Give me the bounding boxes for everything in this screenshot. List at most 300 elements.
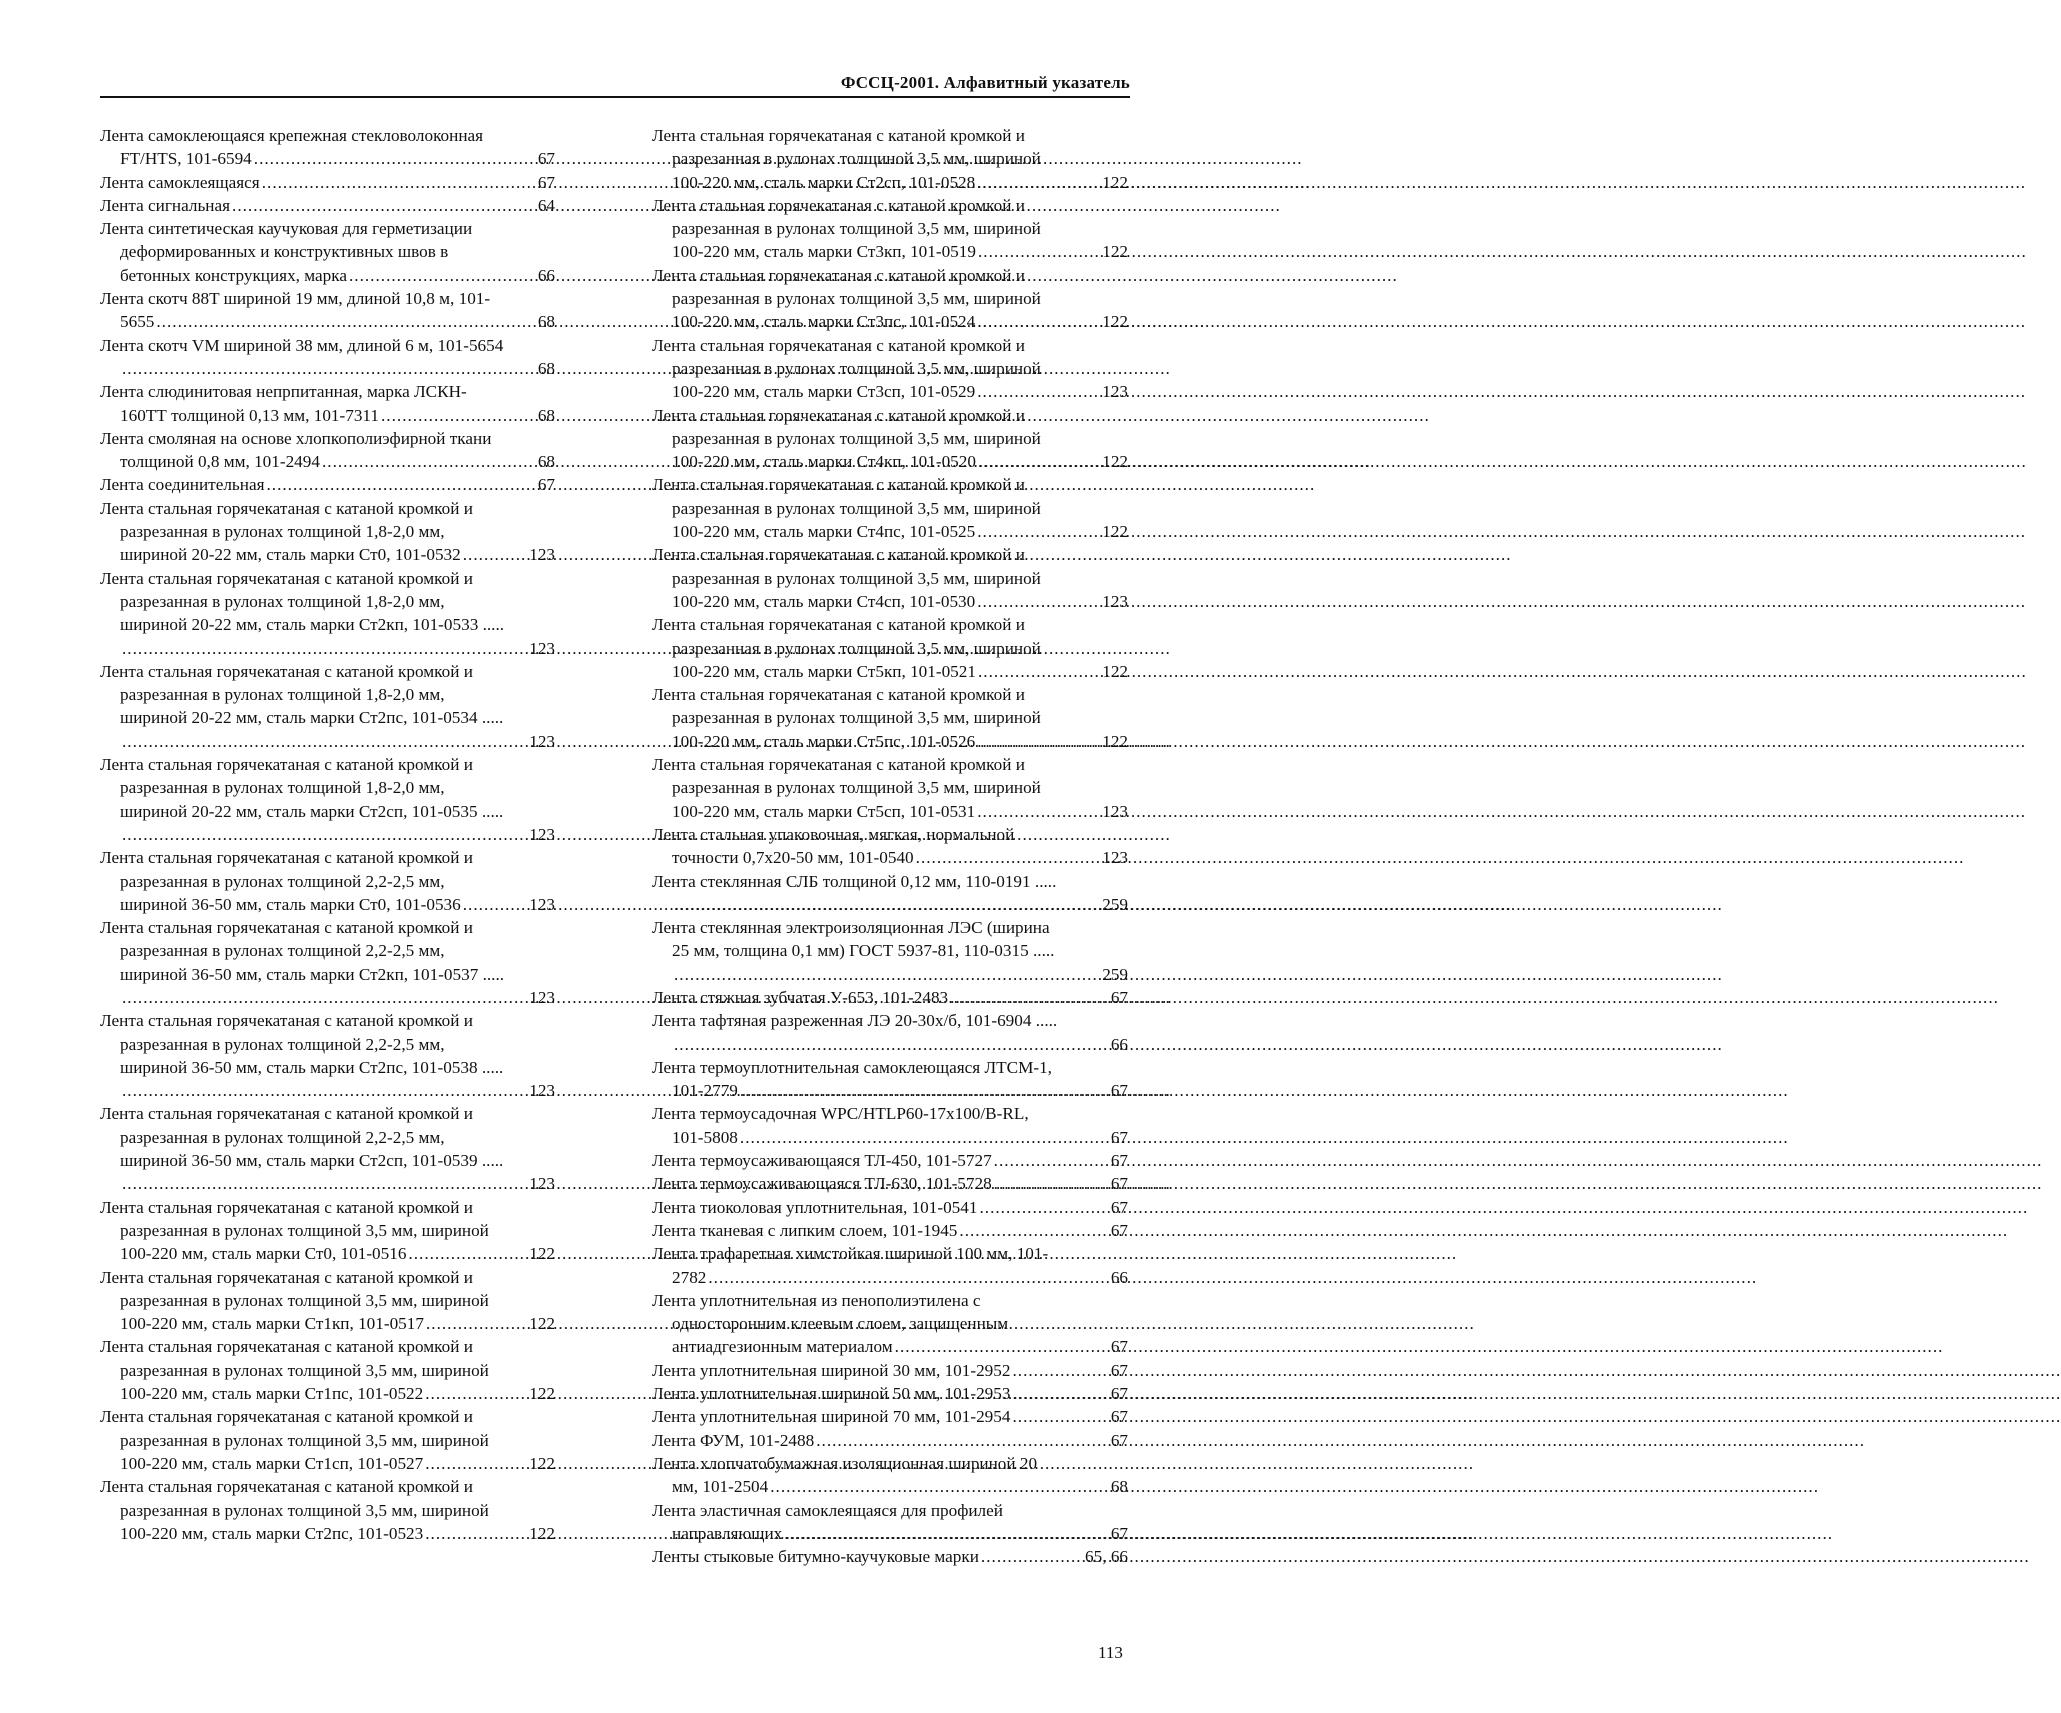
entry-page-ref: 67 [1110, 1384, 1128, 1404]
entry-page-ref: 66 [537, 265, 555, 285]
entry-page-ref: 123 [529, 638, 555, 658]
dot-leader [122, 1172, 527, 1195]
dot-leader [122, 637, 527, 660]
entry-text-line: Лента сигнальная [100, 195, 231, 215]
dot-leader [349, 264, 536, 287]
entry-text-line: FT/HTS, 101-6594 [120, 149, 252, 169]
entry-last-line [652, 1149, 1128, 1172]
entry-text-line: Лента уплотнительная из пенополиэтилена с [652, 1290, 981, 1310]
entry-text-line: разрезанная в рулонах толщиной 3,5 мм, шириной [120, 1290, 489, 1310]
dot-leader [232, 194, 536, 217]
entry-text-line: 100-220 мм, сталь марки Ст1кп, 101-0517 [120, 1314, 424, 1334]
entry-text-line: шириной 20-22 мм, сталь марки Ст2пс, 101-0534 ..... [120, 708, 504, 728]
entry-text-line: Лента стальная горячекатаная с катаной кромкой и [100, 1011, 473, 1031]
entry-text-line: Лента тканевая с липким слоем, 101-1945 [652, 1220, 958, 1240]
dot-leader [950, 986, 1109, 1009]
entry-page-ref: 123 [1102, 801, 1128, 821]
index-entry [652, 124, 1128, 194]
dot-leader [1012, 1382, 1108, 1405]
dot-leader [262, 171, 536, 194]
entry-last-line [652, 1196, 1128, 1219]
entry-last-line [652, 730, 1128, 753]
index-entry [652, 1219, 1128, 1242]
entry-last-line [652, 963, 1128, 986]
entry-text-line: Ленты стыковые битумно-каучуковые марки [652, 1547, 979, 1567]
dot-leader [977, 520, 1100, 543]
dot-leader [977, 730, 1100, 753]
entry-text-line: Лента стеклянная электроизоляционная ЛЭС (ширина [652, 918, 1050, 938]
dot-leader [979, 1196, 1108, 1219]
entry-text-line: Лента стальная горячекатаная с катаной кромкой и [100, 918, 473, 938]
index-entry [652, 194, 1128, 264]
dot-leader [977, 310, 1100, 333]
index-entry [652, 473, 1128, 543]
dot-leader [977, 380, 1100, 403]
entry-text-line: односторонним клеевым слоем, защищенным [672, 1314, 1009, 1334]
dot-leader [994, 1149, 1109, 1172]
entry-last-line [652, 310, 1128, 333]
index-entry [652, 1359, 1128, 1382]
index-entry [652, 1009, 1128, 1056]
index-entry [652, 543, 1128, 613]
index-entry [652, 264, 1128, 334]
entry-text-line: шириной 36-50 мм, сталь марки Ст0, 101-0536 [120, 894, 461, 914]
entry-page-ref: 122 [1102, 452, 1128, 472]
index-entry [100, 497, 555, 567]
entry-last-line [100, 147, 555, 170]
entry-last-line [100, 1312, 555, 1335]
entry-text-line: разрезанная в рулонах толщиной 3,5 мм, шириной [120, 1220, 489, 1240]
index-entry [100, 1405, 555, 1475]
dot-leader [816, 1429, 1109, 1452]
entry-text-line: 100-220 мм, сталь марки Ст5кп, 101-0521 [672, 661, 976, 681]
entry-text-line: бетонных конструкциях, марка [120, 265, 347, 285]
entry-last-line [100, 1522, 555, 1545]
entry-text-line: разрезанная в рулонах толщиной 3,5 мм, шириной [672, 708, 1041, 728]
entry-text-line: Лента термоуплотнительная самоклеющаяся ЛТСМ-1, [652, 1057, 1052, 1077]
entry-page-ref: 259 [1102, 964, 1128, 984]
entry-text-line: разрезанная в рулонах толщиной 3,5 мм, шириной [672, 778, 1041, 798]
entry-text-line: разрезанная в рулонах толщиной 2,2-2,5 мм, [120, 1127, 445, 1147]
index-entry [100, 427, 555, 474]
dot-leader [977, 171, 1100, 194]
entry-last-line [652, 520, 1128, 543]
dot-leader [708, 1266, 1108, 1289]
entry-page-ref: 123 [529, 545, 555, 565]
entry-last-line [652, 1335, 1128, 1358]
index-entry [100, 287, 555, 334]
entry-page-ref: 122 [1102, 661, 1128, 681]
entry-text-line: Лента трафаретная химстойкая шириной 100 мм, 101- [652, 1244, 1049, 1264]
index-entry [652, 870, 1128, 917]
running-header-title: ФССЦ-2001. Алфавитный указатель [840, 73, 1130, 92]
entry-text-line: Лента стальная горячекатаная с катаной кромкой и [100, 568, 473, 588]
entry-text-line: Лента стяжная зубчатая У-653, 101-2483 [652, 987, 949, 1007]
index-entry [652, 1429, 1128, 1452]
index-entry [100, 473, 555, 496]
index-entry [100, 334, 555, 381]
dot-leader [426, 1312, 527, 1335]
entry-page-ref: 123 [529, 731, 555, 751]
entry-text-line: разрезанная в рулонах толщиной 1,8-2,0 мм, [120, 591, 445, 611]
entry-page-ref: 67 [1110, 1523, 1128, 1543]
entry-text-line: шириной 36-50 мм, сталь марки Ст2кп, 101-0537 ..... [120, 964, 505, 984]
entry-page-ref: 68 [537, 358, 555, 378]
dot-leader [122, 1079, 527, 1102]
entry-text-line: Лента стальная горячекатаная с катаной кромкой и [100, 1197, 473, 1217]
entry-text-line: 100-220 мм, сталь марки Ст3кп, 101-0519 [672, 242, 976, 262]
entry-text-line: разрезанная в рулонах толщиной 3,5 мм, шириной [672, 638, 1041, 658]
entry-text-line: Лента ФУМ, 101-2488 [652, 1430, 815, 1450]
entry-last-line [652, 1545, 1128, 1568]
index-entry [100, 171, 555, 194]
entry-text-line: 100-220 мм, сталь марки Ст1пс, 101-0522 [120, 1384, 424, 1404]
entry-last-line [100, 357, 555, 380]
entry-page-ref: 67 [1110, 1081, 1128, 1101]
entry-text-line: Лента стальная горячекатаная с катаной кромкой и [100, 848, 473, 868]
entry-page-ref: 67 [1110, 1174, 1128, 1194]
entry-text-line: разрезанная в рулонах толщиной 3,5 мм, шириной [672, 289, 1041, 309]
entry-text-line: точности 0,7х20-50 мм, 101-0540 [672, 848, 914, 868]
entry-text-line: разрезанная в рулонах толщиной 3,5 мм, шириной [120, 1500, 489, 1520]
entry-text-line: Лента стальная горячекатаная с катаной кромкой и [652, 195, 1025, 215]
entry-text-line: 100-220 мм, сталь марки Ст5сп, 101-0531 [672, 801, 976, 821]
entry-page-ref: 123 [529, 824, 555, 844]
dot-leader [959, 1219, 1108, 1242]
entry-page-ref: 68 [1110, 1477, 1128, 1497]
entry-text-line: толщиной 0,8 мм, 101-2494 [120, 452, 320, 472]
index-entry [652, 404, 1128, 474]
dot-leader [322, 450, 536, 473]
entry-text-line: Лента стальная горячекатаная с катаной кромкой и [100, 1337, 473, 1357]
index-entry [100, 1335, 555, 1405]
entry-text-line: Лента самоклеющаяся крепежная стекловолоконная [100, 126, 484, 145]
entry-text-line: 25 мм, толщина 0,1 мм) ГОСТ 5937-81, 110-0315 ..... [672, 941, 1055, 961]
index-entry [652, 1196, 1128, 1219]
dot-leader [156, 310, 535, 333]
dot-leader [977, 800, 1100, 823]
entry-text-line: Лента стальная горячекатаная с катаной кромкой и [652, 545, 1025, 565]
entry-text-line: Лента скотч 88T шириной 19 мм, длиной 10,8 м, 101- [100, 289, 491, 309]
dot-leader [425, 1452, 527, 1475]
dot-leader [408, 1242, 527, 1265]
entry-text-line: Лента уплотнительная шириной 50 мм, 101-2953 [652, 1384, 1011, 1404]
entry-page-ref: 67 [1110, 1337, 1128, 1357]
entry-page-ref: 67 [1110, 1430, 1128, 1450]
entry-page-ref: 67 [1110, 1360, 1128, 1380]
entry-last-line [100, 194, 555, 217]
dot-leader [977, 590, 1100, 613]
entry-last-line [652, 1405, 1128, 1428]
entry-text-line: Лента стальная горячекатаная с катаной кромкой и [652, 335, 1025, 355]
entry-page-ref: 68 [537, 452, 555, 472]
dot-leader [978, 240, 1100, 263]
entry-page-ref: 123 [1102, 382, 1128, 402]
entry-text-line: 101-2779 [672, 1081, 738, 1101]
index-entry [652, 753, 1128, 823]
dot-leader [122, 357, 536, 380]
index-entry [652, 683, 1128, 753]
index-entry [652, 334, 1128, 404]
index-entry [652, 613, 1128, 683]
index-entry [100, 1475, 555, 1545]
entry-last-line [652, 1382, 1128, 1405]
entry-text-line: 160ТТ толщиной 0,13 мм, 101-7311 [120, 405, 379, 425]
index-entry [100, 916, 555, 1009]
index-entry [100, 217, 555, 287]
entry-last-line [100, 1382, 555, 1405]
entry-last-line [652, 1359, 1128, 1382]
index-entry [652, 823, 1128, 870]
entry-page-ref: 122 [529, 1314, 555, 1334]
entry-last-line [652, 986, 1128, 1009]
entry-last-line [652, 1079, 1128, 1102]
dot-leader [674, 963, 1100, 986]
entry-text-line: 100-220 мм, сталь марки Ст2пс, 101-0523 [120, 1523, 424, 1543]
index-entry [652, 986, 1128, 1009]
entry-text-line: Лента термоусаживающаяся ТЛ-630, 101-5728 [652, 1174, 992, 1194]
entry-page-ref: 122 [1102, 172, 1128, 192]
entry-last-line [100, 171, 555, 194]
index-entry [652, 1382, 1128, 1405]
entry-text-line: Лента стальная упаковочная, мягкая, нормальной [652, 824, 1015, 844]
entry-text-line: Лента термоусадочная WPC/HTLP60-17x100/B-RL, [652, 1104, 1029, 1124]
entry-text-line: 2782 [672, 1267, 707, 1287]
entry-page-ref: 123 [529, 987, 555, 1007]
entry-text-line: 100-220 мм, сталь марки Ст4сп, 101-0530 [672, 591, 976, 611]
entry-text-line: шириной 36-50 мм, сталь марки Ст2пс, 101-0538 ..... [120, 1057, 504, 1077]
dot-leader [463, 893, 527, 916]
dot-leader [740, 1126, 1109, 1149]
entry-last-line [100, 637, 555, 660]
entry-text-line: разрезанная в рулонах толщиной 3,5 мм, шириной [120, 1430, 489, 1450]
dot-leader [978, 660, 1100, 683]
entry-text-line: 100-220 мм, сталь марки Ст4пс, 101-0525 [672, 522, 976, 542]
index-entry [652, 1172, 1128, 1195]
entry-last-line [652, 171, 1128, 194]
entry-text-line: разрезанная в рулонах толщиной 1,8-2,0 мм, [120, 685, 445, 705]
entry-last-line [652, 1522, 1128, 1545]
entry-last-line [100, 893, 555, 916]
entry-page-ref: 122 [1102, 312, 1128, 332]
dot-leader [740, 1079, 1109, 1102]
entry-page-ref: 67 [537, 475, 555, 495]
dot-leader [674, 893, 1100, 916]
entry-text-line: Лента стеклянная СЛБ толщиной 0,12 мм, 110-0191 ..... [652, 871, 1057, 891]
entry-last-line [652, 1266, 1128, 1289]
entry-page-ref: 68 [537, 405, 555, 425]
dot-leader [784, 1522, 1109, 1545]
dot-leader [122, 823, 527, 846]
entry-text-line: разрезанная в рулонах толщиной 1,8-2,0 мм, [120, 778, 445, 798]
entry-text-line: Лента стальная горячекатаная с катаной кромкой и [652, 475, 1025, 495]
entry-text-line: Лента тиоколовая уплотнительная, 101-0541 [652, 1197, 978, 1217]
entry-text-line: разрезанная в рулонах толщиной 3,5 мм, шириной [672, 149, 1041, 169]
dot-leader [770, 1475, 1109, 1498]
index-entry [652, 1289, 1128, 1359]
entry-text-line: Лента уплотнительная шириной 30 мм, 101-2952 [652, 1360, 1011, 1380]
entry-page-ref: 64 [537, 195, 555, 215]
dot-leader [981, 1545, 1083, 1568]
entry-text-line: 100-220 мм, сталь марки Ст2сп, 101-0528 [672, 172, 976, 192]
index-entry [100, 1102, 555, 1195]
index-entry [100, 1009, 555, 1102]
entry-page-ref: 122 [529, 1244, 555, 1264]
entry-last-line [652, 1475, 1128, 1498]
entry-text-line: шириной 20-22 мм, сталь марки Ст2кп, 101-0533 ..... [120, 615, 505, 635]
entry-text-line: разрезанная в рулонах толщиной 3,5 мм, шириной [672, 358, 1041, 378]
entry-text-line: антиадгезионным материалом [672, 1337, 893, 1357]
index-entry [100, 1266, 555, 1336]
entry-text-line: шириной 20-22 мм, сталь марки Ст2сп, 101-0535 ..... [120, 801, 504, 821]
entry-last-line [652, 893, 1128, 916]
dot-leader [254, 147, 536, 170]
entry-text-line: разрезанная в рулонах толщиной 3,5 мм, шириной [672, 219, 1041, 239]
dot-leader [266, 473, 535, 496]
entry-text-line: разрезанная в рулонах толщиной 2,2-2,5 мм, [120, 1034, 445, 1054]
entry-last-line [652, 380, 1128, 403]
entry-page-ref: 123 [529, 1081, 555, 1101]
entry-text-line: Лента слюдинитовая непрпитанная, марка ЛСКН- [100, 382, 467, 402]
entry-text-line: мм, 101-2504 [672, 1477, 769, 1497]
index-entry [100, 846, 555, 916]
entry-text-line: Лента скотч VM шириной 38 мм, длиной 6 м, 101-5654 [100, 335, 504, 355]
entry-text-line: Лента стальная горячекатаная с катаной кромкой и [652, 265, 1025, 285]
entry-text-line: деформированных и конструктивных швов в [120, 242, 449, 262]
entry-page-ref: 123 [1102, 591, 1128, 611]
entry-last-line [100, 450, 555, 473]
entry-text-line: Лента термоусаживающаяся ТЛ-450, 101-5727 [652, 1151, 992, 1171]
page-header [100, 66, 1130, 98]
entry-text-line: Лента стальная горячекатаная с катаной кромкой и [100, 1477, 473, 1497]
dot-leader [425, 1522, 527, 1545]
entry-text-line: 100-220 мм, сталь марки Ст4кп, 101-0520 [672, 452, 976, 472]
entry-last-line [100, 1172, 555, 1195]
index-entry [652, 1242, 1128, 1289]
entry-page-ref: 67 [1110, 1197, 1128, 1217]
dot-leader [994, 1172, 1109, 1195]
entry-last-line [652, 1033, 1128, 1056]
entry-text-line: разрезанная в рулонах толщиной 3,5 мм, шириной [120, 1360, 489, 1380]
entry-text-line: Лента эластичная самоклеящаяся для профилей [652, 1500, 1003, 1520]
entry-last-line [652, 590, 1128, 613]
index-entry [100, 567, 555, 660]
entry-text-line: разрезанная в рулонах толщиной 3,5 мм, шириной [672, 568, 1041, 588]
entry-last-line [652, 846, 1128, 869]
entry-text-line: шириной 36-50 мм, сталь марки Ст2сп, 101-0539 ..... [120, 1151, 504, 1171]
index-entry [652, 1102, 1128, 1149]
entry-text-line: Лента стальная горячекатаная с катаной кромкой и [652, 126, 1025, 145]
entry-text-line: Лента синтетическая каучуковая для герметизации [100, 219, 473, 239]
entry-page-ref: 122 [1102, 522, 1128, 542]
entry-text-line: Лента соединительная [100, 475, 265, 495]
dot-leader [122, 730, 527, 753]
index-column-right [652, 124, 1128, 1568]
entry-page-ref: 67 [1110, 1407, 1128, 1427]
entry-page-ref: 67 [537, 149, 555, 169]
dot-leader [381, 404, 536, 427]
entry-last-line [652, 1172, 1128, 1195]
entry-page-ref: 66 [1110, 1034, 1128, 1054]
entry-text-line: 100-220 мм, сталь марки Ст0, 101-0516 [120, 1244, 407, 1264]
entry-page-ref: 122 [1102, 242, 1128, 262]
dot-leader [978, 450, 1100, 473]
entry-text-line: Лента стальная горячекатаная с катаной кромкой и [100, 755, 473, 775]
index-entry [100, 380, 555, 427]
index-entry [100, 753, 555, 846]
entry-text-line: разрезанная в рулонах толщиной 2,2-2,5 мм, [120, 941, 445, 961]
dot-leader [463, 543, 527, 566]
entry-page-ref: 123 [529, 894, 555, 914]
entry-text-line: Лента стальная горячекатаная с катаной кромкой и [100, 661, 473, 681]
entry-page-ref: 67 [1110, 987, 1128, 1007]
entry-text-line: Лента стальная горячекатаная с катаной кромкой и [652, 755, 1025, 775]
entry-text-line: разрезанная в рулонах толщиной 3,5 мм, шириной [672, 428, 1041, 448]
dot-leader [1012, 1359, 1108, 1382]
entry-text-line: 100-220 мм, сталь марки Ст1сп, 101-0527 [120, 1453, 424, 1473]
entry-text-line: Лента стальная горячекатаная с катаной кромкой и [652, 685, 1025, 705]
entry-last-line [652, 1126, 1128, 1149]
entry-page-ref: 67 [1110, 1151, 1128, 1171]
index-entry [652, 1499, 1128, 1546]
index-entry [100, 1196, 555, 1266]
entry-page-ref: 122 [1102, 731, 1128, 751]
entry-last-line [100, 1452, 555, 1475]
entry-text-line: разрезанная в рулонах толщиной 2,2-2,5 мм, [120, 871, 445, 891]
entry-last-line [100, 1079, 555, 1102]
entry-last-line [100, 404, 555, 427]
entry-page-ref: 122 [529, 1384, 555, 1404]
entry-text-line: Лента стальная горячекатаная с катаной кромкой и [652, 615, 1025, 635]
entry-text-line: Лента тафтяная разреженная ЛЭ 20-30х/б, 101-6904 ..... [652, 1011, 1058, 1031]
dot-leader [895, 1335, 1109, 1358]
entry-page-ref: 259 [1102, 894, 1128, 914]
dot-leader [425, 1382, 527, 1405]
entry-text-line: 100-220 мм, сталь марки Ст3пс, 101-0524 [672, 312, 976, 332]
entry-text-line: шириной 20-22 мм, сталь марки Ст0, 101-0532 [120, 545, 461, 565]
dot-leader [1012, 1405, 1108, 1428]
index-entry [652, 1149, 1128, 1172]
entry-text-line: 5655 [120, 312, 155, 332]
entry-last-line [100, 543, 555, 566]
entry-last-line [100, 730, 555, 753]
entry-text-line: Лента уплотнительная шириной 70 мм, 101-2954 [652, 1407, 1011, 1427]
entry-last-line [652, 450, 1128, 473]
entry-last-line [652, 800, 1128, 823]
dot-leader [674, 1033, 1109, 1056]
entry-text-line: Лента стальная горячекатаная с катаной кромкой и [652, 405, 1025, 425]
index-entry [652, 1452, 1128, 1499]
entry-last-line [652, 240, 1128, 263]
entry-text-line: Лента самоклеящаяся [100, 172, 260, 192]
entry-last-line [100, 473, 555, 496]
entry-text-line: 100-220 мм, сталь марки Ст3сп, 101-0529 [672, 382, 976, 402]
entry-last-line [100, 264, 555, 287]
index-entry [652, 1405, 1128, 1428]
entry-page-ref: 67 [1110, 1220, 1128, 1240]
entry-page-ref: 67 [537, 172, 555, 192]
dot-leader [122, 986, 527, 1009]
entry-page-ref: 123 [529, 1174, 555, 1194]
entry-text-line: Лента стальная горячекатаная с катаной кромкой и [100, 498, 473, 518]
entry-text-line: Лента стальная горячекатаная с катаной кромкой и [100, 1267, 473, 1287]
entry-last-line [100, 823, 555, 846]
entry-text-line: Лента смоляная на основе хлопкополиэфирной ткани [100, 428, 492, 448]
index-entry [100, 660, 555, 753]
index-entry [100, 194, 555, 217]
index-entry [652, 1545, 1128, 1568]
entry-last-line [100, 986, 555, 1009]
